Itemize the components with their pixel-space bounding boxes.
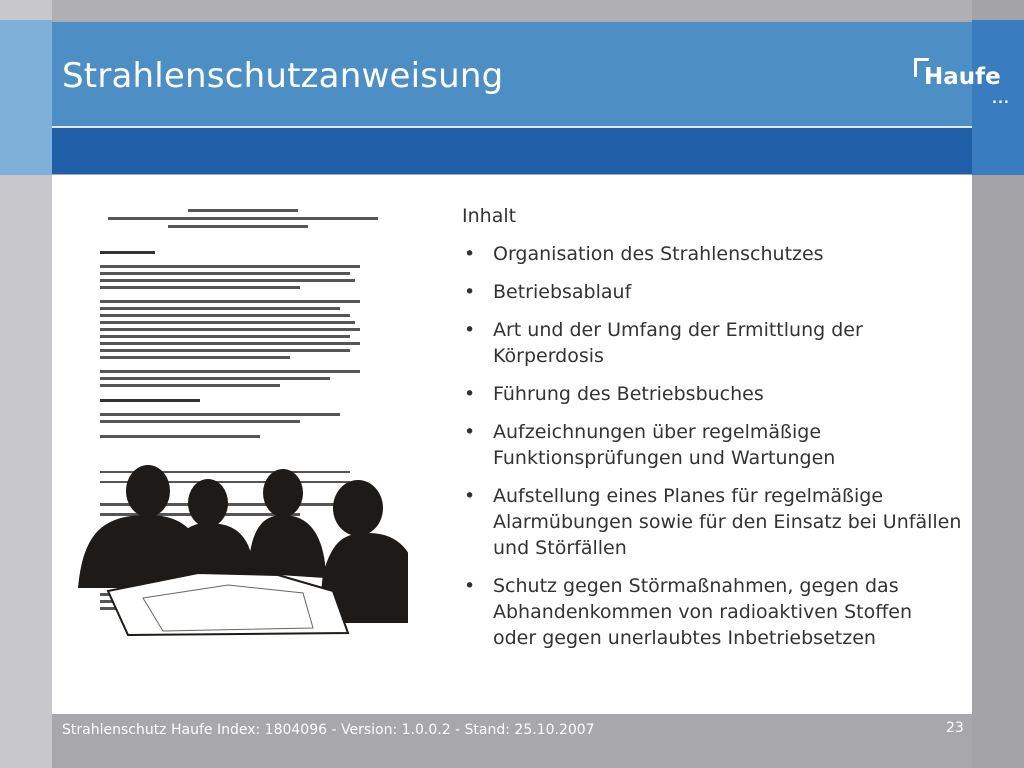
bullet-icon: • <box>464 281 476 303</box>
bullet-text: Aufzeichnungen über regelmäßige Funktionsprüfungen und Wartungen <box>493 421 836 469</box>
bullet-item <box>462 279 962 305</box>
bullet-icon: • <box>464 319 476 341</box>
left-decor-highlight <box>0 20 52 175</box>
bullet-text: Organisation des Strahlenschutzes <box>493 243 824 265</box>
logo-text: Haufe <box>924 64 1001 90</box>
bullet-text: Betriebsablauf <box>493 281 632 303</box>
bullet-icon: • <box>464 421 476 443</box>
bullet-icon: • <box>464 485 476 507</box>
bullet-icon: • <box>464 383 476 405</box>
slide-content <box>52 175 972 714</box>
bullet-icon: • <box>464 243 476 265</box>
page-number: 23 <box>946 720 964 736</box>
bullet-text: Aufstellung eines Planes für regelmäßige Alarmübungen sowie für den Einsatz bei Unfällen und Störfällen <box>493 485 962 559</box>
bullet-text: Führung des Betriebsbuches <box>493 383 764 405</box>
bullet-text: Art und der Umfang der Ermittlung der Körperdosis <box>493 319 863 367</box>
footer-text: Strahlenschutz Haufe Index: 1804096 - Version: 1.0.0.2 - Stand: 25.10.2007 <box>62 722 595 738</box>
bullet-list <box>462 241 962 651</box>
logo-dots: ... <box>992 92 1010 107</box>
haufe-logo <box>914 58 1010 107</box>
content-list <box>462 205 962 663</box>
top-band <box>52 0 972 20</box>
slide-header <box>52 22 1010 126</box>
header-bar <box>52 128 972 174</box>
slide-footer <box>52 714 972 768</box>
bullet-item <box>462 317 893 369</box>
bullet-item <box>462 483 963 561</box>
bullet-item <box>462 381 962 407</box>
slide-title: Strahlenschutzanweisung <box>62 56 504 96</box>
right-decor-strip <box>972 0 1024 768</box>
bullet-item <box>462 573 923 651</box>
bullet-icon: • <box>464 575 476 597</box>
left-decor-strip <box>0 0 52 768</box>
bullet-item <box>462 241 962 267</box>
content-heading: Inhalt <box>462 205 517 227</box>
bullet-text: Schutz gegen Störmaßnahmen, gegen das Abhandenkommen von radioaktiven Stoffen oder gegen unerlaubtes Inbetriebsetzen <box>493 575 913 649</box>
document-meeting-illustration <box>78 203 408 643</box>
meeting-silhouette-image <box>78 203 408 643</box>
bullet-item <box>462 419 913 471</box>
